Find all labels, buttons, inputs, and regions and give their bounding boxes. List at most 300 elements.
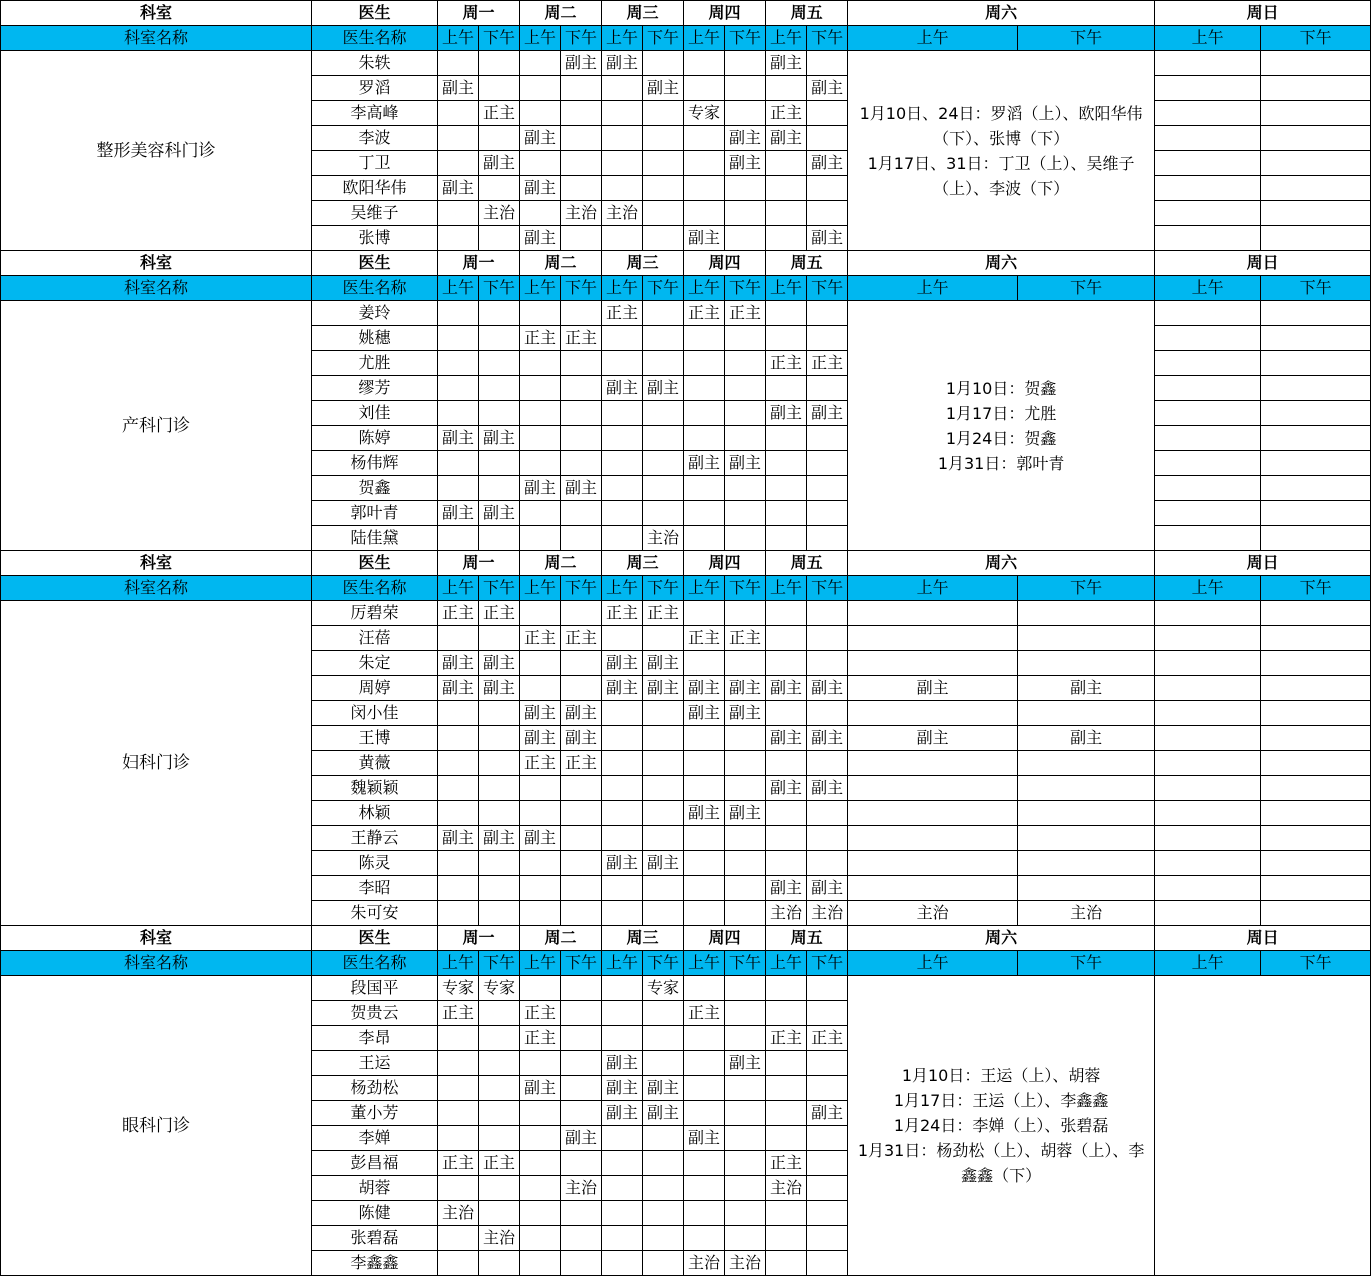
- schedule-slot: [602, 776, 643, 801]
- schedule-slot: [602, 1126, 643, 1151]
- schedule-slot: [520, 1101, 561, 1126]
- schedule-slot: [643, 1226, 684, 1251]
- schedule-slot: [684, 601, 725, 626]
- weekend-note-line: 1月17日：王运（上）、李鑫鑫: [893, 1091, 1109, 1110]
- schedule-slot: [602, 351, 643, 376]
- pm-header: 下午: [479, 26, 520, 51]
- doctor-header: 医生: [312, 926, 438, 951]
- sunday-am-slot: [1155, 376, 1261, 401]
- schedule-slot: 副主: [561, 1126, 602, 1151]
- schedule-slot: 副主: [684, 676, 725, 701]
- saturday-am-slot: 副主: [848, 726, 1018, 751]
- sunday-pm-slot: [1261, 776, 1371, 801]
- schedule-slot: 副主: [520, 726, 561, 751]
- schedule-slot: [643, 1151, 684, 1176]
- schedule-slot: [766, 626, 807, 651]
- schedule-slot: [479, 726, 520, 751]
- schedule-slot: [684, 1176, 725, 1201]
- doctor-name: 厉碧荣: [312, 601, 438, 626]
- schedule-slot: 副主: [807, 676, 848, 701]
- schedule-slot: [807, 826, 848, 851]
- schedule-slot: 副主: [602, 1076, 643, 1101]
- schedule-slot: [766, 826, 807, 851]
- doctor-name: 李昂: [312, 1026, 438, 1051]
- saturday-pm-slot: [1018, 776, 1155, 801]
- sunday-am-slot: [1155, 876, 1261, 901]
- schedule-slot: [561, 1051, 602, 1076]
- schedule-slot: [438, 1076, 479, 1101]
- schedule-slot: [807, 1126, 848, 1151]
- schedule-slot: [766, 801, 807, 826]
- saturday-am-slot: 副主: [848, 676, 1018, 701]
- sunday-pm-slot: [1261, 401, 1371, 426]
- doctor-name-header: 医生名称: [312, 576, 438, 601]
- schedule-slot: [479, 451, 520, 476]
- schedule-slot: 副主: [561, 701, 602, 726]
- schedule-slot: [602, 526, 643, 551]
- saturday-pm-slot: [1018, 826, 1155, 851]
- schedule-slot: [766, 1101, 807, 1126]
- doctor-name-header: 医生名称: [312, 951, 438, 976]
- sunday-pm-slot: [1261, 601, 1371, 626]
- schedule-slot: [766, 451, 807, 476]
- schedule-slot: [643, 151, 684, 176]
- dept-header: 科室: [1, 1, 312, 26]
- schedule-slot: [807, 801, 848, 826]
- schedule-slot: 副主: [643, 76, 684, 101]
- schedule-slot: [479, 776, 520, 801]
- schedule-slot: 副主: [520, 701, 561, 726]
- weekend-note-line: 1月31日：郭叶青: [937, 453, 1065, 473]
- schedule-slot: [807, 751, 848, 776]
- schedule-slot: [684, 751, 725, 776]
- schedule-slot: [602, 701, 643, 726]
- doctor-name: 李波: [312, 126, 438, 151]
- sunday-pm-slot: [1261, 851, 1371, 876]
- am-header: 上午: [684, 276, 725, 301]
- schedule-slot: [807, 1076, 848, 1101]
- schedule-slot: [684, 151, 725, 176]
- schedule-slot: [438, 1226, 479, 1251]
- schedule-slot: 主治: [807, 901, 848, 926]
- saturday-pm-slot: [1018, 876, 1155, 901]
- schedule-slot: [602, 151, 643, 176]
- weekday-header: 周五: [766, 251, 848, 276]
- schedule-slot: 副主: [807, 76, 848, 101]
- schedule-slot: [684, 501, 725, 526]
- schedule-slot: [643, 476, 684, 501]
- schedule-slot: [725, 376, 766, 401]
- schedule-slot: [807, 1051, 848, 1076]
- dept-header: 科室: [1, 926, 312, 951]
- saturday-header: 周六: [848, 926, 1155, 951]
- schedule-slot: [479, 701, 520, 726]
- schedule-slot: [643, 1001, 684, 1026]
- saturday-am-slot: 主治: [848, 901, 1018, 926]
- sunday-header: 周日: [1155, 1, 1371, 26]
- schedule-slot: [602, 426, 643, 451]
- schedule-slot: 副主: [438, 501, 479, 526]
- schedule-slot: [643, 626, 684, 651]
- schedule-slot: [725, 751, 766, 776]
- pm-header: 下午: [1261, 276, 1371, 301]
- schedule-slot: 主治: [602, 201, 643, 226]
- schedule-slot: 主治: [561, 1176, 602, 1201]
- schedule-slot: [725, 1226, 766, 1251]
- sunday-pm-slot: [1261, 126, 1371, 151]
- schedule-slot: [807, 501, 848, 526]
- schedule-slot: [684, 1101, 725, 1126]
- pm-header: 下午: [643, 951, 684, 976]
- schedule-slot: [479, 301, 520, 326]
- schedule-slot: 副主: [602, 376, 643, 401]
- sunday-pm-slot: [1261, 651, 1371, 676]
- schedule-slot: [807, 376, 848, 401]
- schedule-slot: [602, 876, 643, 901]
- weekday-header: 周五: [766, 551, 848, 576]
- doctor-name: 朱可安: [312, 901, 438, 926]
- schedule-slot: [520, 76, 561, 101]
- schedule-slot: [479, 801, 520, 826]
- doctor-name: 陆佳黛: [312, 526, 438, 551]
- pm-header: 下午: [1261, 26, 1371, 51]
- weekday-header: 周五: [766, 1, 848, 26]
- schedule-slot: [807, 626, 848, 651]
- schedule-slot: [602, 326, 643, 351]
- schedule-slot: 副主: [479, 151, 520, 176]
- dept-name: 妇科门诊: [1, 601, 312, 926]
- dept-name: 整形美容科门诊: [1, 51, 312, 251]
- schedule-slot: 副主: [643, 676, 684, 701]
- schedule-slot: [438, 301, 479, 326]
- weekday-header: 周四: [684, 251, 766, 276]
- schedule-slot: 正主: [520, 626, 561, 651]
- schedule-slot: [807, 526, 848, 551]
- weekend-note-line: 1月31日：杨劲松（上）、胡蓉（上）、李鑫鑫（下）: [857, 1141, 1145, 1185]
- pm-header: 下午: [1018, 576, 1155, 601]
- schedule-slot: [438, 401, 479, 426]
- schedule-slot: [643, 426, 684, 451]
- section-subheader-row: [1, 276, 1371, 301]
- schedule-slot: 正主: [684, 301, 725, 326]
- schedule-slot: [479, 1101, 520, 1126]
- schedule-slot: 副主: [766, 51, 807, 76]
- schedule-slot: 副主: [766, 126, 807, 151]
- schedule-slot: 正主: [684, 1001, 725, 1026]
- saturday-header: 周六: [848, 251, 1155, 276]
- sunday-am-slot: [1155, 601, 1261, 626]
- schedule-slot: [725, 876, 766, 901]
- doctor-name: 丁卫: [312, 151, 438, 176]
- doctor-row: [1, 976, 1371, 1001]
- pm-header: 下午: [479, 576, 520, 601]
- schedule-slot: [438, 526, 479, 551]
- sunday-pm-slot: [1261, 501, 1371, 526]
- schedule-slot: [438, 1251, 479, 1276]
- weekday-header: 周三: [602, 551, 684, 576]
- schedule-slot: [561, 351, 602, 376]
- schedule-slot: 副主: [643, 651, 684, 676]
- schedule-slot: 副主: [684, 1126, 725, 1151]
- schedule-slot: 主治: [684, 1251, 725, 1276]
- am-header: 上午: [1155, 26, 1261, 51]
- am-header: 上午: [848, 26, 1018, 51]
- schedule-slot: [561, 901, 602, 926]
- schedule-slot: [520, 1251, 561, 1276]
- sunday-am-slot: [1155, 426, 1261, 451]
- schedule-slot: [684, 1051, 725, 1076]
- schedule-slot: [643, 201, 684, 226]
- schedule-slot: [684, 76, 725, 101]
- schedule-slot: [602, 626, 643, 651]
- schedule-slot: [725, 1001, 766, 1026]
- weekend-note-line: 1月10日：贺鑫: [945, 378, 1057, 398]
- schedule-slot: 正主: [520, 1026, 561, 1051]
- schedule-slot: [602, 101, 643, 126]
- weekday-header: 周四: [684, 926, 766, 951]
- doctor-name-header: 医生名称: [312, 276, 438, 301]
- schedule-slot: [766, 526, 807, 551]
- schedule-slot: [643, 751, 684, 776]
- schedule-slot: 副主: [479, 676, 520, 701]
- schedule-slot: [766, 226, 807, 251]
- sunday-pm-slot: [1261, 151, 1371, 176]
- am-header: 上午: [602, 951, 643, 976]
- weekend-note: [848, 51, 1155, 251]
- section-header-row: [1, 551, 1371, 576]
- sunday-am-slot: [1155, 476, 1261, 501]
- schedule-slot: [725, 1201, 766, 1226]
- sunday-pm-slot: [1261, 176, 1371, 201]
- pm-header: 下午: [1261, 576, 1371, 601]
- pm-header: 下午: [725, 951, 766, 976]
- schedule-slot: [766, 201, 807, 226]
- am-header: 上午: [766, 276, 807, 301]
- schedule-slot: [725, 1176, 766, 1201]
- doctor-name: 王运: [312, 1051, 438, 1076]
- schedule-slot: [602, 126, 643, 151]
- schedule-slot: [602, 1201, 643, 1226]
- doctor-name: 张碧磊: [312, 1226, 438, 1251]
- schedule-slot: [520, 1126, 561, 1151]
- schedule-slot: [438, 126, 479, 151]
- schedule-slot: [561, 876, 602, 901]
- schedule-slot: [479, 1176, 520, 1201]
- schedule-slot: [725, 826, 766, 851]
- weekend-note-line: 1月24日：李婵（上）、张碧磊: [893, 1116, 1109, 1135]
- schedule-slot: [479, 1251, 520, 1276]
- schedule-slot: [561, 176, 602, 201]
- am-header: 上午: [438, 576, 479, 601]
- schedule-slot: [602, 1176, 643, 1201]
- schedule-slot: [684, 126, 725, 151]
- schedule-slot: [602, 1001, 643, 1026]
- sunday-am-slot: [1155, 401, 1261, 426]
- schedule-slot: 副主: [602, 651, 643, 676]
- schedule-slot: 副主: [438, 426, 479, 451]
- schedule-slot: [725, 726, 766, 751]
- schedule-slot: [766, 851, 807, 876]
- dept-header: 科室: [1, 251, 312, 276]
- schedule-slot: [725, 201, 766, 226]
- schedule-slot: 主治: [438, 1201, 479, 1226]
- schedule-slot: 副主: [725, 1051, 766, 1076]
- doctor-name: 朱定: [312, 651, 438, 676]
- schedule-slot: [561, 601, 602, 626]
- schedule-slot: [725, 526, 766, 551]
- pm-header: 下午: [561, 951, 602, 976]
- sunday-am-slot: [1155, 676, 1261, 701]
- sunday-am-slot: [1155, 301, 1261, 326]
- schedule-slot: [520, 351, 561, 376]
- schedule-slot: [807, 101, 848, 126]
- schedule-slot: [520, 976, 561, 1001]
- saturday-am-slot: [848, 826, 1018, 851]
- sunday-header: 周日: [1155, 551, 1371, 576]
- am-header: 上午: [438, 951, 479, 976]
- doctor-name: 杨劲松: [312, 1076, 438, 1101]
- doctor-name: 彭昌福: [312, 1151, 438, 1176]
- saturday-pm-slot: 主治: [1018, 901, 1155, 926]
- schedule-slot: [479, 1201, 520, 1226]
- am-header: 上午: [602, 26, 643, 51]
- pm-header: 下午: [725, 26, 766, 51]
- schedule-slot: [602, 1226, 643, 1251]
- schedule-slot: [602, 901, 643, 926]
- schedule-slot: [643, 1251, 684, 1276]
- schedule-slot: [602, 976, 643, 1001]
- weekday-header: 周一: [438, 551, 520, 576]
- doctor-name: 李鑫鑫: [312, 1251, 438, 1276]
- schedule-slot: 副主: [807, 1101, 848, 1126]
- schedule-slot: [479, 51, 520, 76]
- am-header: 上午: [766, 26, 807, 51]
- schedule-slot: 副主: [725, 801, 766, 826]
- schedule-slot: [643, 326, 684, 351]
- pm-header: 下午: [807, 26, 848, 51]
- schedule-slot: 副主: [684, 801, 725, 826]
- sunday-am-slot: [1155, 451, 1261, 476]
- schedule-slot: [561, 426, 602, 451]
- schedule-slot: [520, 451, 561, 476]
- sunday-pm-slot: [1261, 351, 1371, 376]
- sunday-am-slot: [1155, 901, 1261, 926]
- doctor-name: 陈健: [312, 1201, 438, 1226]
- am-header: 上午: [438, 276, 479, 301]
- schedule-slot: [643, 901, 684, 926]
- schedule-slot: [602, 226, 643, 251]
- schedule-slot: [479, 76, 520, 101]
- sunday-am-slot: [1155, 51, 1261, 76]
- saturday-pm-slot: 副主: [1018, 676, 1155, 701]
- schedule-slot: [479, 401, 520, 426]
- schedule-slot: [766, 326, 807, 351]
- schedule-slot: 副主: [561, 726, 602, 751]
- schedule-slot: 副主: [807, 726, 848, 751]
- schedule-slot: [766, 376, 807, 401]
- schedule-slot: 副主: [684, 226, 725, 251]
- schedule-slot: [602, 1026, 643, 1051]
- schedule-slot: [725, 1101, 766, 1126]
- schedule-slot: [561, 151, 602, 176]
- schedule-slot: [684, 976, 725, 1001]
- schedule-slot: [807, 201, 848, 226]
- schedule-slot: [643, 801, 684, 826]
- schedule-slot: [602, 751, 643, 776]
- schedule-slot: [725, 351, 766, 376]
- doctor-name: 魏颖颖: [312, 776, 438, 801]
- sunday-header: 周日: [1155, 926, 1371, 951]
- am-header: 上午: [438, 26, 479, 51]
- schedule-slot: [725, 976, 766, 1001]
- schedule-slot: [725, 426, 766, 451]
- schedule-slot: [807, 976, 848, 1001]
- schedule-slot: [684, 1026, 725, 1051]
- schedule-slot: [684, 651, 725, 676]
- schedule-slot: 副主: [602, 851, 643, 876]
- schedule-slot: [479, 126, 520, 151]
- schedule-slot: [725, 326, 766, 351]
- doctor-name: 郭叶青: [312, 501, 438, 526]
- schedule-slot: 正主: [561, 751, 602, 776]
- schedule-slot: [766, 476, 807, 501]
- schedule-slot: 副主: [643, 1076, 684, 1101]
- schedule-slot: [684, 376, 725, 401]
- schedule-slot: [561, 1251, 602, 1276]
- schedule-slot: [643, 726, 684, 751]
- schedule-slot: [561, 676, 602, 701]
- doctor-name: 王静云: [312, 826, 438, 851]
- pm-header: 下午: [561, 26, 602, 51]
- schedule-slot: [479, 176, 520, 201]
- weekday-header: 周四: [684, 551, 766, 576]
- schedule-slot: [684, 1151, 725, 1176]
- schedule-slot: [643, 126, 684, 151]
- schedule-slot: 正主: [479, 1151, 520, 1176]
- schedule-slot: [643, 101, 684, 126]
- schedule-slot: [766, 1126, 807, 1151]
- doctor-name: 董小芳: [312, 1101, 438, 1126]
- schedule-slot: 副主: [602, 1051, 643, 1076]
- am-header: 上午: [1155, 276, 1261, 301]
- doctor-row: [1, 601, 1371, 626]
- schedule-slot: [561, 776, 602, 801]
- schedule-slot: [807, 51, 848, 76]
- schedule-slot: [561, 976, 602, 1001]
- schedule-slot: 副主: [479, 826, 520, 851]
- am-header: 上午: [520, 951, 561, 976]
- sunday-am-slot: [1155, 226, 1261, 251]
- schedule-slot: [643, 1176, 684, 1201]
- schedule-slot: [684, 1076, 725, 1101]
- schedule-slot: [438, 876, 479, 901]
- dept-name: 产科门诊: [1, 301, 312, 551]
- schedule-slot: [766, 176, 807, 201]
- schedule-slot: [643, 51, 684, 76]
- schedule-slot: [438, 726, 479, 751]
- sunday-pm-slot: [1261, 526, 1371, 551]
- sunday-am-slot: [1155, 626, 1261, 651]
- pm-header: 下午: [643, 576, 684, 601]
- am-header: 上午: [848, 951, 1018, 976]
- schedule-slot: [520, 1226, 561, 1251]
- schedule-slot: [766, 151, 807, 176]
- am-header: 上午: [766, 951, 807, 976]
- schedule-slot: [643, 1051, 684, 1076]
- schedule-slot: [684, 426, 725, 451]
- schedule-slot: 副主: [725, 151, 766, 176]
- weekday-header: 周四: [684, 1, 766, 26]
